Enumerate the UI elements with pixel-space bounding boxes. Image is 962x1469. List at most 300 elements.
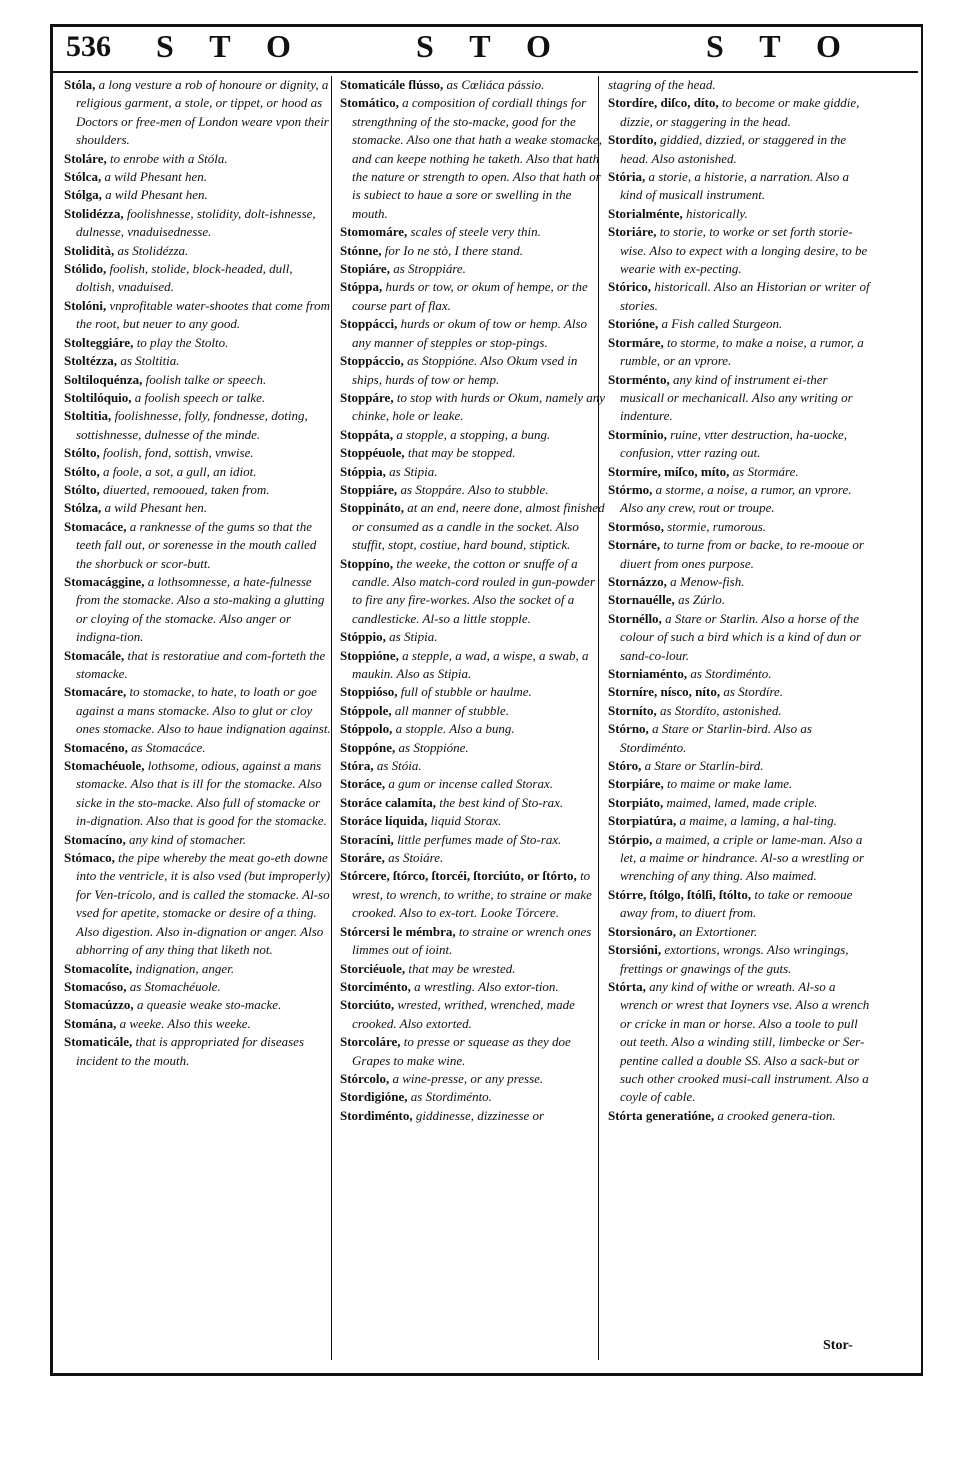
entry-definition: historicall. Also an Historian or writer of stories. (620, 279, 870, 313)
dictionary-entry (608, 371, 872, 426)
entry-definition: as Zúrlo. (678, 592, 726, 608)
entry-headword: Stomána, (64, 1015, 117, 1031)
entry-headword: Storniaménto, (608, 666, 688, 681)
entry-headword: Stomomáre, (340, 224, 408, 240)
dictionary-entry (340, 76, 608, 94)
entry-definition: historically. (685, 205, 748, 221)
entry-headword: Stomacále, (64, 647, 125, 663)
dictionary-entry (64, 297, 332, 334)
entry-definition: a maime, a laming, a hal-ting. (679, 813, 837, 829)
dictionary-entry (64, 407, 332, 444)
catchword: Stor- (823, 1338, 853, 1353)
dictionary-entry (64, 1033, 332, 1070)
entry-headword: Stórno, (608, 721, 649, 737)
dictionary-entry (340, 260, 608, 278)
entry-definition: a Menow-fish. (670, 573, 745, 589)
dictionary-entry (340, 315, 608, 352)
dictionary-entry (608, 610, 872, 665)
dictionary-entry (64, 849, 332, 959)
entry-headword: Stórcolo, (340, 1070, 390, 1086)
entry-headword: Stormíre, míſco, míto, (608, 463, 730, 479)
entry-headword: Stoltitia, (64, 408, 112, 424)
dictionary-entry (64, 150, 332, 168)
entry-headword: Stornéllo, (608, 610, 662, 626)
dictionary-entry (608, 978, 872, 1107)
entry-headword: Storpiáto, (608, 794, 664, 810)
entry-headword: Stoppéuole, (340, 445, 405, 461)
dictionary-entry (64, 1015, 332, 1033)
dictionary-entry (608, 941, 872, 978)
entry-headword: Stoltézza, (64, 353, 118, 369)
entry-headword: Storníre, nísco, níto, (608, 684, 721, 700)
dictionary-entry (340, 352, 608, 389)
entry-headword: Storsióni, (608, 942, 662, 958)
dictionary-entry (340, 739, 608, 757)
entry-definition: all manner of stubble. (394, 702, 510, 718)
entry-definition: as Stomachéuole. (129, 978, 221, 994)
entry-definition: a wild Phesant hen. (104, 500, 207, 516)
entry-headword: Stomaticále flússo, (340, 77, 444, 92)
entry-definition: foolish, fond, sottish, vnwise. (103, 445, 254, 461)
entry-headword: Stomacáre, (64, 684, 127, 700)
dictionary-entry (608, 665, 872, 683)
entry-headword: Stoppáta, (340, 426, 394, 442)
entry-definition: a stepple, a wad, a wispe, a swab, a maukin. Also as Stipia. (352, 647, 589, 681)
entry-headword: Stoltilóquio, (64, 389, 132, 405)
entry-definition: that is restoratiue and com-forteth the stomacke. (76, 647, 326, 681)
entry-headword: Stórpio, (608, 831, 653, 847)
entry-definition: to straine or wrench ones limmes out of ioint. (352, 923, 592, 958)
entry-definition: a ranknesse of the gums so that the teeth fall out, or sorenesse in the mouth called the shorbuck or scor-butt. (76, 518, 317, 571)
dictionary-entry (340, 757, 608, 775)
dictionary-entry (64, 996, 332, 1014)
entry-headword: Stoppácci, (340, 316, 398, 332)
entry-definition: that is appropriated for diseases incident to the mouth. (76, 1034, 305, 1068)
entry-definition: the pipe whereby the meat go-eth downe into the ventricle, it is also vsed (but improperly) for Ven-trícolo, and is called the stomacke. Al-so vsed for apetite, stomacke or desire of a thing. Also digestion. Also in-dignation or anger. Also abhorring of any thing that liketh not. (76, 850, 331, 958)
dictionary-entry (608, 278, 872, 315)
entry-definition: as Stomacáce. (131, 739, 206, 755)
entry-definition: the best kind of Sto-rax. (439, 794, 564, 810)
dictionary-entry (64, 186, 332, 204)
entry-headword: Stormáre, (608, 334, 664, 350)
entry-headword: Stórcere, ſtórco, ſtorcéi, ſtorciúto, or ſtórto, (340, 868, 577, 884)
entry-headword: Storpiatúra, (608, 813, 677, 829)
entry-definition: to become or make giddie, dizzie, or staggering in the head. (620, 95, 860, 129)
dictionary-entry (340, 94, 608, 223)
entry-definition: as Stipia. (389, 629, 438, 645)
entry-definition: full of stubble or haulme. (400, 684, 532, 700)
entry-definition: as Stoppáre. Also to stubble. (400, 481, 549, 497)
dictionary-entry (608, 536, 872, 573)
entry-headword: Stoppióso, (340, 684, 398, 700)
dictionary-entry (608, 481, 872, 518)
entry-headword: Stólto, (64, 445, 100, 461)
dictionary-entry (608, 463, 872, 481)
dictionary-entry (340, 223, 608, 241)
entry-definition: extortions, wrongs. Also wringings, frettings or gnawings of the guts. (620, 942, 849, 976)
entry-definition: a wrestling. Also extor-tion. (414, 978, 559, 994)
entry-definition: indignation, anger. (135, 960, 235, 976)
entry-definition: a queasie weake sto-macke. (136, 997, 282, 1013)
entry-headword: Stoppáccio, (340, 353, 404, 369)
entry-definition: a Stare or Starlin. Also a horse of the colour of such a bird which is a kind of dun or sand-co-lour. (620, 610, 862, 663)
entry-headword: Stolteggiáre, (64, 334, 134, 350)
dictionary-entry (340, 1070, 608, 1088)
entry-definition: as Stordiménto. (410, 1089, 492, 1105)
entry-headword: Stoppíno, (340, 555, 394, 571)
entry-definition: ruine, vtter destruction, ha-uocke, confusion, vtter razing out. (620, 426, 848, 461)
running-header (56, 24, 916, 70)
entry-definition: any kind of instrument ei-ther musicall or mechanicall. Also any writing or indenture. (620, 371, 853, 424)
dictionary-entry (340, 720, 608, 738)
entry-headword: Stormóso, (608, 518, 664, 534)
entry-headword: Storcoláre, (340, 1034, 401, 1050)
dictionary-entry (608, 683, 872, 701)
dictionary-entry (64, 647, 332, 684)
entry-headword: Stoppáre, (340, 389, 394, 405)
entry-headword: Stornáre, (608, 537, 661, 553)
entry-headword: Storiáre, (608, 224, 657, 240)
dictionary-entry (340, 389, 608, 426)
entry-definition: a Stare or Starlin-bird. Also as Stordiménto. (620, 721, 812, 755)
entry-definition: to take or remooue away from, to diuert from. (620, 886, 853, 921)
entry-definition: to enrobe with a Stóla. (109, 150, 228, 166)
entry-definition: a foole, a sot, a gull, an idiot. (103, 463, 257, 479)
entry-headword: Stórcersi le mémbra, (340, 923, 456, 939)
dictionary-entry (64, 260, 332, 297)
entry-definition: scales of steele very thin. (410, 224, 541, 240)
entry-headword: Storacíni, (340, 831, 394, 847)
entry-headword: Stólga, (64, 187, 102, 203)
dictionary-entry (608, 1107, 872, 1125)
entry-headword: Stolidézza, (64, 205, 124, 221)
entry-definition: an Extortioner. (679, 923, 758, 939)
dictionary-entry (608, 205, 872, 223)
entry-definition: a long vesture a rob of honoure or dignity, a religious garment, a stole, or tippet, or hood as Doctors or free-men of London weare vpon their shoulders. (76, 77, 329, 148)
entry-headword: Storménto, (608, 371, 670, 387)
entry-headword: Stóppia, (340, 463, 386, 479)
dictionary-entry (340, 278, 608, 315)
entry-definition: as Stoltitia. (120, 353, 180, 369)
dictionary-entry (64, 978, 332, 996)
entry-definition: as Stipia. (389, 463, 438, 479)
entry-definition: that may be stopped. (407, 445, 516, 461)
entry-headword: Stórmo, (608, 481, 653, 497)
entry-headword: Storciúto, (340, 997, 395, 1013)
dictionary-entry (340, 775, 608, 793)
entry-headword: Stomaticále, (64, 1034, 133, 1050)
entry-headword: Stórre, ſtólgo, ſtólſi, ſtólto, (608, 886, 752, 902)
guide-word-left: S T O (156, 28, 305, 64)
entry-definition: a weeke. Also this weeke. (119, 1015, 251, 1031)
entry-definition: foolishnesse, folly, fondnesse, doting, sottishnesse, dulnesse of the minde. (76, 408, 308, 442)
entry-headword: Stóppa, (340, 279, 383, 295)
header-rule (50, 71, 918, 73)
entry-definition: giddied, dizzied, or staggered in the head. Also astonished. (620, 132, 847, 166)
entry-headword: Stoláre, (64, 150, 107, 166)
entry-headword: Soltiloquénza, (64, 371, 143, 387)
guide-word-right: S T O (706, 28, 855, 64)
entry-definition: to storie, to worke or set forth storie-wise. Also to expect with a longing desire, to be wearie with ex-pecting. (620, 224, 868, 277)
dictionary-entry (64, 960, 332, 978)
entry-definition: a foolish speech or talke. (134, 389, 266, 405)
dictionary-entry (64, 352, 332, 370)
dictionary-entry (608, 831, 872, 886)
entry-definition: as Stoppióne. (398, 739, 469, 755)
dictionary-entry (340, 831, 608, 849)
entry-definition: a wild Phesant hen. (104, 169, 207, 185)
dictionary-entry (340, 444, 608, 462)
entry-definition: a crooked genera-tion. (717, 1107, 836, 1123)
guide-word-center: S T O (416, 28, 565, 64)
entry-headword: Storníto, (608, 702, 657, 718)
entry-definition: as Stroppiáre. (393, 261, 466, 277)
entry-definition: the weeke, the cotton or snuffe of a candle. Also match-cord rouled in gun-powder to fire any fire-workes. Also the socket of a candlesticke. Al-so a little stopple. (352, 555, 595, 626)
entry-headword: Stolidità, (64, 242, 115, 258)
entry-headword: Stólto, (64, 463, 100, 479)
entry-definition: stagring of the head. (608, 77, 716, 92)
entry-definition: as Stordíre. (723, 684, 784, 700)
dictionary-entry (608, 76, 872, 94)
dictionary-entry (340, 463, 608, 481)
entry-headword: Storialménte, (608, 205, 683, 221)
entry-headword: Stórta generatióne, (608, 1107, 715, 1123)
entry-definition: to turne from or backe, to re-mooue or diuert from ones purpose. (620, 537, 864, 571)
dictionary-entry (340, 960, 608, 978)
page-number: 536 (66, 30, 111, 63)
dictionary-entry (64, 76, 332, 150)
entry-definition: a gum or incense called Storax. (388, 776, 554, 792)
dictionary-entry (608, 757, 872, 775)
dictionary-entry (608, 223, 872, 278)
dictionary-entry (64, 481, 332, 499)
entry-headword: Stomacíno, (64, 831, 126, 847)
entry-headword: Storáce, (340, 776, 386, 792)
dictionary-entry (64, 831, 332, 849)
entry-definition: as Stormáre. (732, 463, 799, 479)
entry-headword: Stomacúzzo, (64, 997, 134, 1013)
dictionary-entry (64, 205, 332, 242)
dictionary-entry (608, 702, 872, 720)
entry-definition: maimed, lamed, made criple. (666, 794, 818, 810)
dictionary-entry (64, 463, 332, 481)
dictionary-entry (340, 923, 608, 960)
dictionary-entry (64, 242, 332, 260)
entry-headword: Storciéuole, (340, 960, 406, 976)
entry-definition: to stop with hurds or Okum, namely any chinke, hole or leake. (352, 389, 606, 424)
entry-headword: Storáce calamíta, (340, 794, 437, 810)
entry-definition: to play the Stolto. (136, 334, 229, 350)
column-3 (608, 76, 872, 1125)
entry-headword: Stordíto, (608, 132, 657, 148)
entry-headword: Stomacággine, (64, 573, 145, 589)
dictionary-entry (64, 683, 332, 738)
entry-headword: Stóro, (608, 758, 642, 774)
entry-definition: hurds or okum of tow or hemp. Also any manner of stepples or stop-pings. (352, 316, 588, 350)
entry-headword: Stóppio, (340, 629, 386, 645)
entry-headword: Stórico, (608, 279, 651, 295)
dictionary-entry (64, 739, 332, 757)
entry-definition: foolish, stolide, block-headed, dull, doltish, vnaduised. (76, 261, 293, 295)
entry-headword: Stoppiáre, (340, 481, 398, 497)
dictionary-entry (64, 334, 332, 352)
dictionary-entry (64, 371, 332, 389)
entry-definition: that may be wrested. (408, 960, 516, 976)
dictionary-entry (64, 499, 332, 517)
entry-headword: Storciménto, (340, 978, 411, 994)
entry-definition: any kind of stomacher. (129, 831, 246, 847)
dictionary-entry (340, 499, 608, 554)
dictionary-entry (340, 812, 608, 830)
entry-definition: a lothsomnesse, a hate-fulnesse from the stomacke. Also a sto-making a glutting or cloying of the stomacke. Also anger or indigna-tion. (76, 573, 325, 645)
entry-headword: Stólca, (64, 169, 102, 185)
entry-headword: Stormínio, (608, 426, 667, 442)
entry-definition: as Stoppióne. Also Okum vsed in ships, hurds of tow or hemp. (352, 353, 578, 387)
dictionary-entry (64, 757, 332, 831)
dictionary-entry (340, 628, 608, 646)
entry-definition: stormie, rumorous. (667, 518, 767, 534)
entry-headword: Stómaco, (64, 850, 115, 866)
entry-headword: Stolóni, (64, 297, 107, 313)
entry-definition: as Stóia. (376, 758, 422, 774)
entry-headword: Storsionáro, (608, 923, 677, 939)
dictionary-entry (64, 168, 332, 186)
dictionary-entry (608, 812, 872, 830)
entry-headword: Stória, (608, 169, 646, 185)
entry-definition: as Cœliáca pássio. (446, 77, 545, 92)
dictionary-entry (340, 702, 608, 720)
entry-headword: Stóla, (64, 77, 96, 92)
entry-headword: Stopiáre, (340, 261, 390, 277)
entry-headword: Stoppióne, (340, 647, 399, 663)
entry-definition: a maimed, a criple or lame-man. Also a let, a maime or hindrance. Al-so a wrestling or wrenching of any thing. Also maimed. (620, 831, 865, 884)
dictionary-entry (340, 426, 608, 444)
entry-definition: giddinesse, dizzinesse or (415, 1107, 545, 1123)
entry-headword: Stomacéno, (64, 739, 128, 755)
dictionary-entry (608, 720, 872, 757)
entry-definition: any kind of withe or wreath. Al-so a wrench or wrest that Ioyners vse. Also a wrench or cricke in man or horse. Also a toole to pull out teeth. Also a winding still, limbecke or Ser-pentine called a double SS. Also a sack-but or such other crooked musi-call instrument. Also a coyle of cable. (620, 978, 870, 1105)
entry-definition: as Stordiménto. (690, 666, 772, 681)
entry-headword: Storióne, (608, 316, 659, 332)
dictionary-entry (340, 242, 608, 260)
entry-headword: Stomático, (340, 95, 399, 111)
entry-definition: to stomacke, to hate, to loath or goe against a mans stomacke. Also to glut or cloy ones stomacke. Also to haue indignation against. (76, 684, 331, 737)
entry-definition: hurds or tow, or okum of hempe, or the course part of flax. (352, 279, 588, 313)
dictionary-entry (64, 573, 332, 647)
entry-headword: Stoppóne, (340, 739, 396, 755)
entry-definition: liquid Storax. (430, 813, 502, 829)
entry-headword: Stónne, (340, 242, 382, 258)
entry-headword: Stomachéuole, (64, 758, 145, 774)
entry-definition: to presse or squease as they doe Grapes to make wine. (352, 1034, 571, 1068)
entry-definition: vnprofitable water-shootes that come from the root, but neuer to any good. (76, 297, 330, 332)
dictionary-entry (64, 518, 332, 573)
dictionary-entry (608, 168, 872, 205)
entry-definition: foolish talke or speech. (145, 371, 267, 387)
entry-headword: Stordiménto, (340, 1107, 413, 1123)
entry-headword: Stólza, (64, 500, 102, 516)
entry-definition: as Stolidézza. (117, 242, 189, 258)
entry-definition: a stopple. Also a bung. (395, 721, 515, 737)
dictionary-entry (340, 867, 608, 922)
dictionary-entry (608, 775, 872, 793)
dictionary-entry (608, 94, 872, 131)
entry-headword: Stóra, (340, 758, 374, 774)
column-2 (340, 76, 608, 1125)
entry-headword: Stórta, (608, 978, 646, 994)
entry-definition: at an end, neere done, almost finished or consumed as a candle in the socket. Also stuffit, stopt, costiue, hard bound, stiptick. (352, 500, 605, 553)
dictionary-entry (64, 444, 332, 462)
dictionary-entry (340, 647, 608, 684)
dictionary-entry (608, 591, 872, 609)
entry-definition: as Stordíto, astonished. (660, 702, 782, 718)
dictionary-entry (340, 849, 608, 867)
entry-headword: Stornázzo, (608, 573, 667, 589)
entry-definition: lothsome, odious, against a mans stomacke. Also that is ill for the stomacke. Also sicke in the sto-macke. Also full of stomacke or in-dignation. Also that is good for the stomacke. (76, 758, 327, 829)
dictionary-entry (340, 1088, 608, 1106)
entry-definition: a storme, a noise, a rumor, an vprore. Also any crew, rout or troupe. (620, 481, 852, 516)
entry-headword: Stomacóso, (64, 978, 127, 994)
entry-definition: a wine-presse, or any presse. (392, 1070, 544, 1086)
entry-definition: for Io ne stò, I there stand. (384, 242, 523, 258)
entry-definition: a Fish called Sturgeon. (661, 316, 783, 332)
dictionary-entry (64, 389, 332, 407)
entry-headword: Storáce líquida, (340, 813, 428, 829)
entry-headword: Stomacáce, (64, 518, 127, 534)
entry-headword: Stóppole, (340, 702, 392, 718)
entry-definition: wrested, writhed, wrenched, made crooked. Also extorted. (352, 997, 575, 1031)
column-1 (64, 76, 332, 1070)
entry-definition: as Stoiáre. (388, 850, 444, 866)
dictionary-entry (608, 573, 872, 591)
dictionary-entry (340, 1107, 608, 1125)
entry-headword: Stomacolíte, (64, 960, 133, 976)
dictionary-entry (608, 794, 872, 812)
dictionary-entry (340, 794, 608, 812)
dictionary-entry (340, 978, 608, 996)
entry-definition: a wild Phesant hen. (105, 187, 208, 203)
dictionary-entry (340, 996, 608, 1033)
dictionary-entry (340, 683, 608, 701)
dictionary-entry (608, 315, 872, 333)
entry-definition: a composition of cordiall things for strengthning of the sto-macke, good for the stomacke. Also one that hath a weake stomacke, and can keepe nothing he taketh. Also that hath the nature or strength to open. Also that hath or is subiect to haue a sore or swelling in the mouth. (352, 95, 602, 221)
dictionary-entry (340, 1033, 608, 1070)
dictionary-entry (608, 426, 872, 463)
entry-definition: diuerted, remooued, taken from. (103, 481, 270, 497)
dictionary-entry (608, 131, 872, 168)
entry-headword: Stoppináto, (340, 500, 404, 516)
dictionary-entry (608, 518, 872, 536)
entry-headword: Stornauélle, (608, 592, 675, 608)
entry-definition: a storie, a historie, a narration. Also a kind of musicall instrument. (620, 169, 850, 203)
entry-definition: little perfumes made of Sto-rax. (397, 831, 562, 847)
entry-headword: Storáre, (340, 850, 385, 866)
entry-headword: Stóppolo, (340, 721, 393, 737)
dictionary-entry (608, 923, 872, 941)
entry-definition: a stopple, a stopping, a bung. (396, 426, 551, 442)
entry-definition: to storme, to make a noise, a rumor, a rumble, or an vprore. (620, 334, 864, 369)
entry-headword: Stólido, (64, 261, 107, 277)
dictionary-entry (340, 555, 608, 629)
entry-definition: to wrest, to wrench, to writhe, to straine or make crooked. Also to ex-tort. Looke Tórcere. (352, 868, 592, 921)
entry-definition: to maime or make lame. (666, 776, 793, 792)
entry-headword: Stordigióne, (340, 1089, 408, 1105)
entry-headword: Stordíre, diſco, díto, (608, 95, 719, 111)
entry-definition: foolishnesse, stolidity, dolt-ishnesse, dulnesse, vnaduisednesse. (76, 205, 316, 240)
dictionary-entry (608, 886, 872, 923)
entry-headword: Storpiáre, (608, 776, 664, 792)
entry-headword: Stólto, (64, 481, 100, 497)
